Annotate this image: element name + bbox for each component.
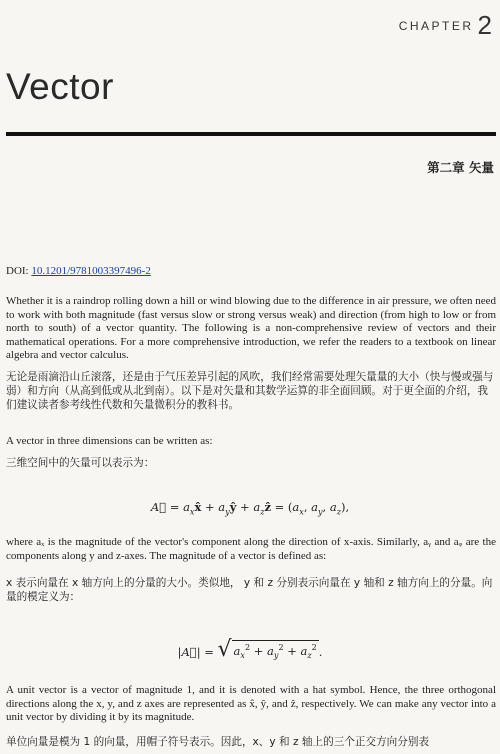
vector-3d-text-en: A vector in three dimensions can be written as: — [6, 435, 213, 447]
chapter-title: Vector — [6, 66, 114, 107]
unit-vector-paragraph-en: A unit vector is a vector of magnitude 1, and it is denoted with a hat symbol. Hence, the three orthogonal directions along the x, y, and z axes are represented as x̂, ŷ, and ẑ, respectively. We can make any vector into a unit vector by dividing it by its magnitude. — [6, 684, 496, 724]
where-paragraph-cn: x 表示向量在 x 轴方向上的分量的大小。类似地， y 和 z 分别表示向量在 y 轴和 z 轴方向上的分量。向量的模定义为： — [6, 577, 493, 603]
chapter-label — [399, 10, 492, 41]
intro-paragraph-en: Whether it is a raindrop rolling down a hill or wind blowing due to the difference in air pressure, we often need to work with both magnitude (fast versus slow or strong versus weak) and direction (from high to low or from north to south) of a vector quantity. The following is a non-comprehensive review of vectors and their mathematical operations. For a more comprehensive introduction, we refer the readers to a textbook on linear algebra and vector calculus. — [6, 295, 496, 362]
magnitude-equation: |A⃗| = √ $a_x^2 + a_y^2 + a_z^2$ . — [177, 637, 323, 663]
chapter-number: 2 — [477, 10, 492, 40]
doi-label: DOI: — [6, 265, 32, 277]
unit-vector-paragraph-cn: 单位向量是模为 1 的向量，用帽子符号表示。因此，x、y 和 z 轴上的三个正交方向分别表 — [6, 736, 430, 748]
doi-line — [6, 265, 151, 277]
title-rule — [6, 132, 496, 136]
doi-link[interactable]: 10.1201/9781003397496-2 — [31, 265, 151, 277]
chapter-word: CHAPTER — [398, 19, 474, 33]
chinese-chapter-title: 第二章 矢量 — [427, 160, 494, 175]
vector-3d-text-cn: 三维空间中的矢量可以表示为： — [6, 457, 155, 469]
where-paragraph-en: where aₓ is the magnitude of the vector's component along the direction of x-axis. Similarly, aᵧ and aᵩ are the components along y and z-axes. The magnitude of a vector is defined as: — [6, 536, 496, 562]
intro-paragraph-cn: 无论是雨滴沿山丘滚落，还是由于气压差异引起的风吹，我们经常需要处理矢量量的大小（快与慢或强与弱）和方向（从高到低或从北到南）。以下是对矢量和其数学运算的非全面回顾。对于更全面的介绍，我们建议读者参考线性代数和矢量微积分的教科书。 — [6, 371, 494, 411]
vector-equation: A⃗ = $a_xx̂$ + $a_yŷ$ + $a_zẑ = (a_x$, $a_y$, $a_z$), — [150, 500, 350, 517]
